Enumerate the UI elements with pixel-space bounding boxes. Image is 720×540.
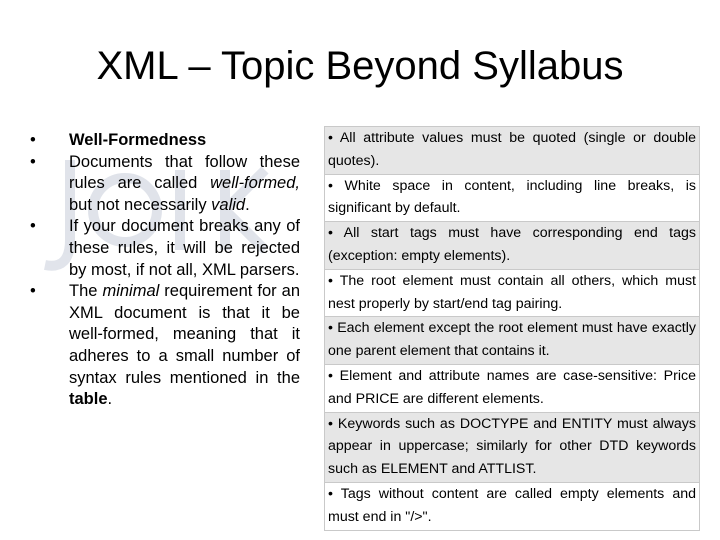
bullet-text: . bbox=[107, 390, 113, 409]
bullet-item-well-formedness bbox=[30, 130, 300, 152]
table-cell: • Tags without content are called empty elements and must end in "/>". bbox=[325, 482, 700, 530]
table-row bbox=[325, 317, 700, 365]
table-cell: • White space in content, including line breaks, is significant by default. bbox=[325, 174, 700, 222]
emphasis-minimal: minimal bbox=[102, 282, 160, 301]
table-row bbox=[325, 222, 700, 270]
table-row bbox=[325, 412, 700, 482]
emphasis-well-formed: well-formed, bbox=[210, 174, 300, 193]
bullet-item-minimal-requirement bbox=[30, 281, 300, 411]
table-row bbox=[325, 482, 700, 530]
table-cell: • All attribute values must be quoted (single or double quotes). bbox=[325, 127, 700, 175]
table-row bbox=[325, 174, 700, 222]
table-row bbox=[325, 127, 700, 175]
bullet-list bbox=[30, 130, 300, 411]
table-cell: • Element and attribute names are case-sensitive: Price and PRICE are different elements. bbox=[325, 364, 700, 412]
bullet-item-parser-rejection bbox=[30, 216, 300, 281]
bullet-text: The bbox=[69, 282, 103, 301]
table-cell: • Keywords such as DOCTYPE and ENTITY must always appear in uppercase; similarly for other DTD keywords such as ELEMENT and ATTLIST. bbox=[325, 412, 700, 482]
table-cell: • Each element except the root element must have exactly one parent element that contains it. bbox=[325, 317, 700, 365]
bullet-text: Documents that follow these rules are called bbox=[69, 152, 300, 193]
emphasis-valid: valid bbox=[211, 195, 246, 214]
table-cell: • The root element must contain all others, which must nest properly by start/end tag pairing. bbox=[325, 269, 700, 317]
bullet-text: requirement for an XML document is that it be well-formed, meaning that it adheres to a small number of syntax rules mentioned in the bbox=[69, 282, 300, 387]
emphasis-table: table bbox=[69, 390, 108, 409]
table-row bbox=[325, 269, 700, 317]
bullet-text: If your document breaks any of these rules, it will be rejected by most, if not all, XML parsers. bbox=[69, 217, 300, 279]
bullet-text: . bbox=[245, 195, 250, 214]
slide-title: XML – Topic Beyond Syllabus bbox=[96, 44, 624, 88]
table-cell: • All start tags must have corresponding end tags (exception: empty elements). bbox=[325, 222, 700, 270]
table-row bbox=[325, 364, 700, 412]
rules-table bbox=[324, 126, 700, 531]
bullet-heading: Well-Formedness bbox=[69, 131, 207, 149]
bullet-item-well-formed-definition bbox=[30, 152, 300, 217]
bullet-text: but not necessarily bbox=[69, 195, 212, 214]
